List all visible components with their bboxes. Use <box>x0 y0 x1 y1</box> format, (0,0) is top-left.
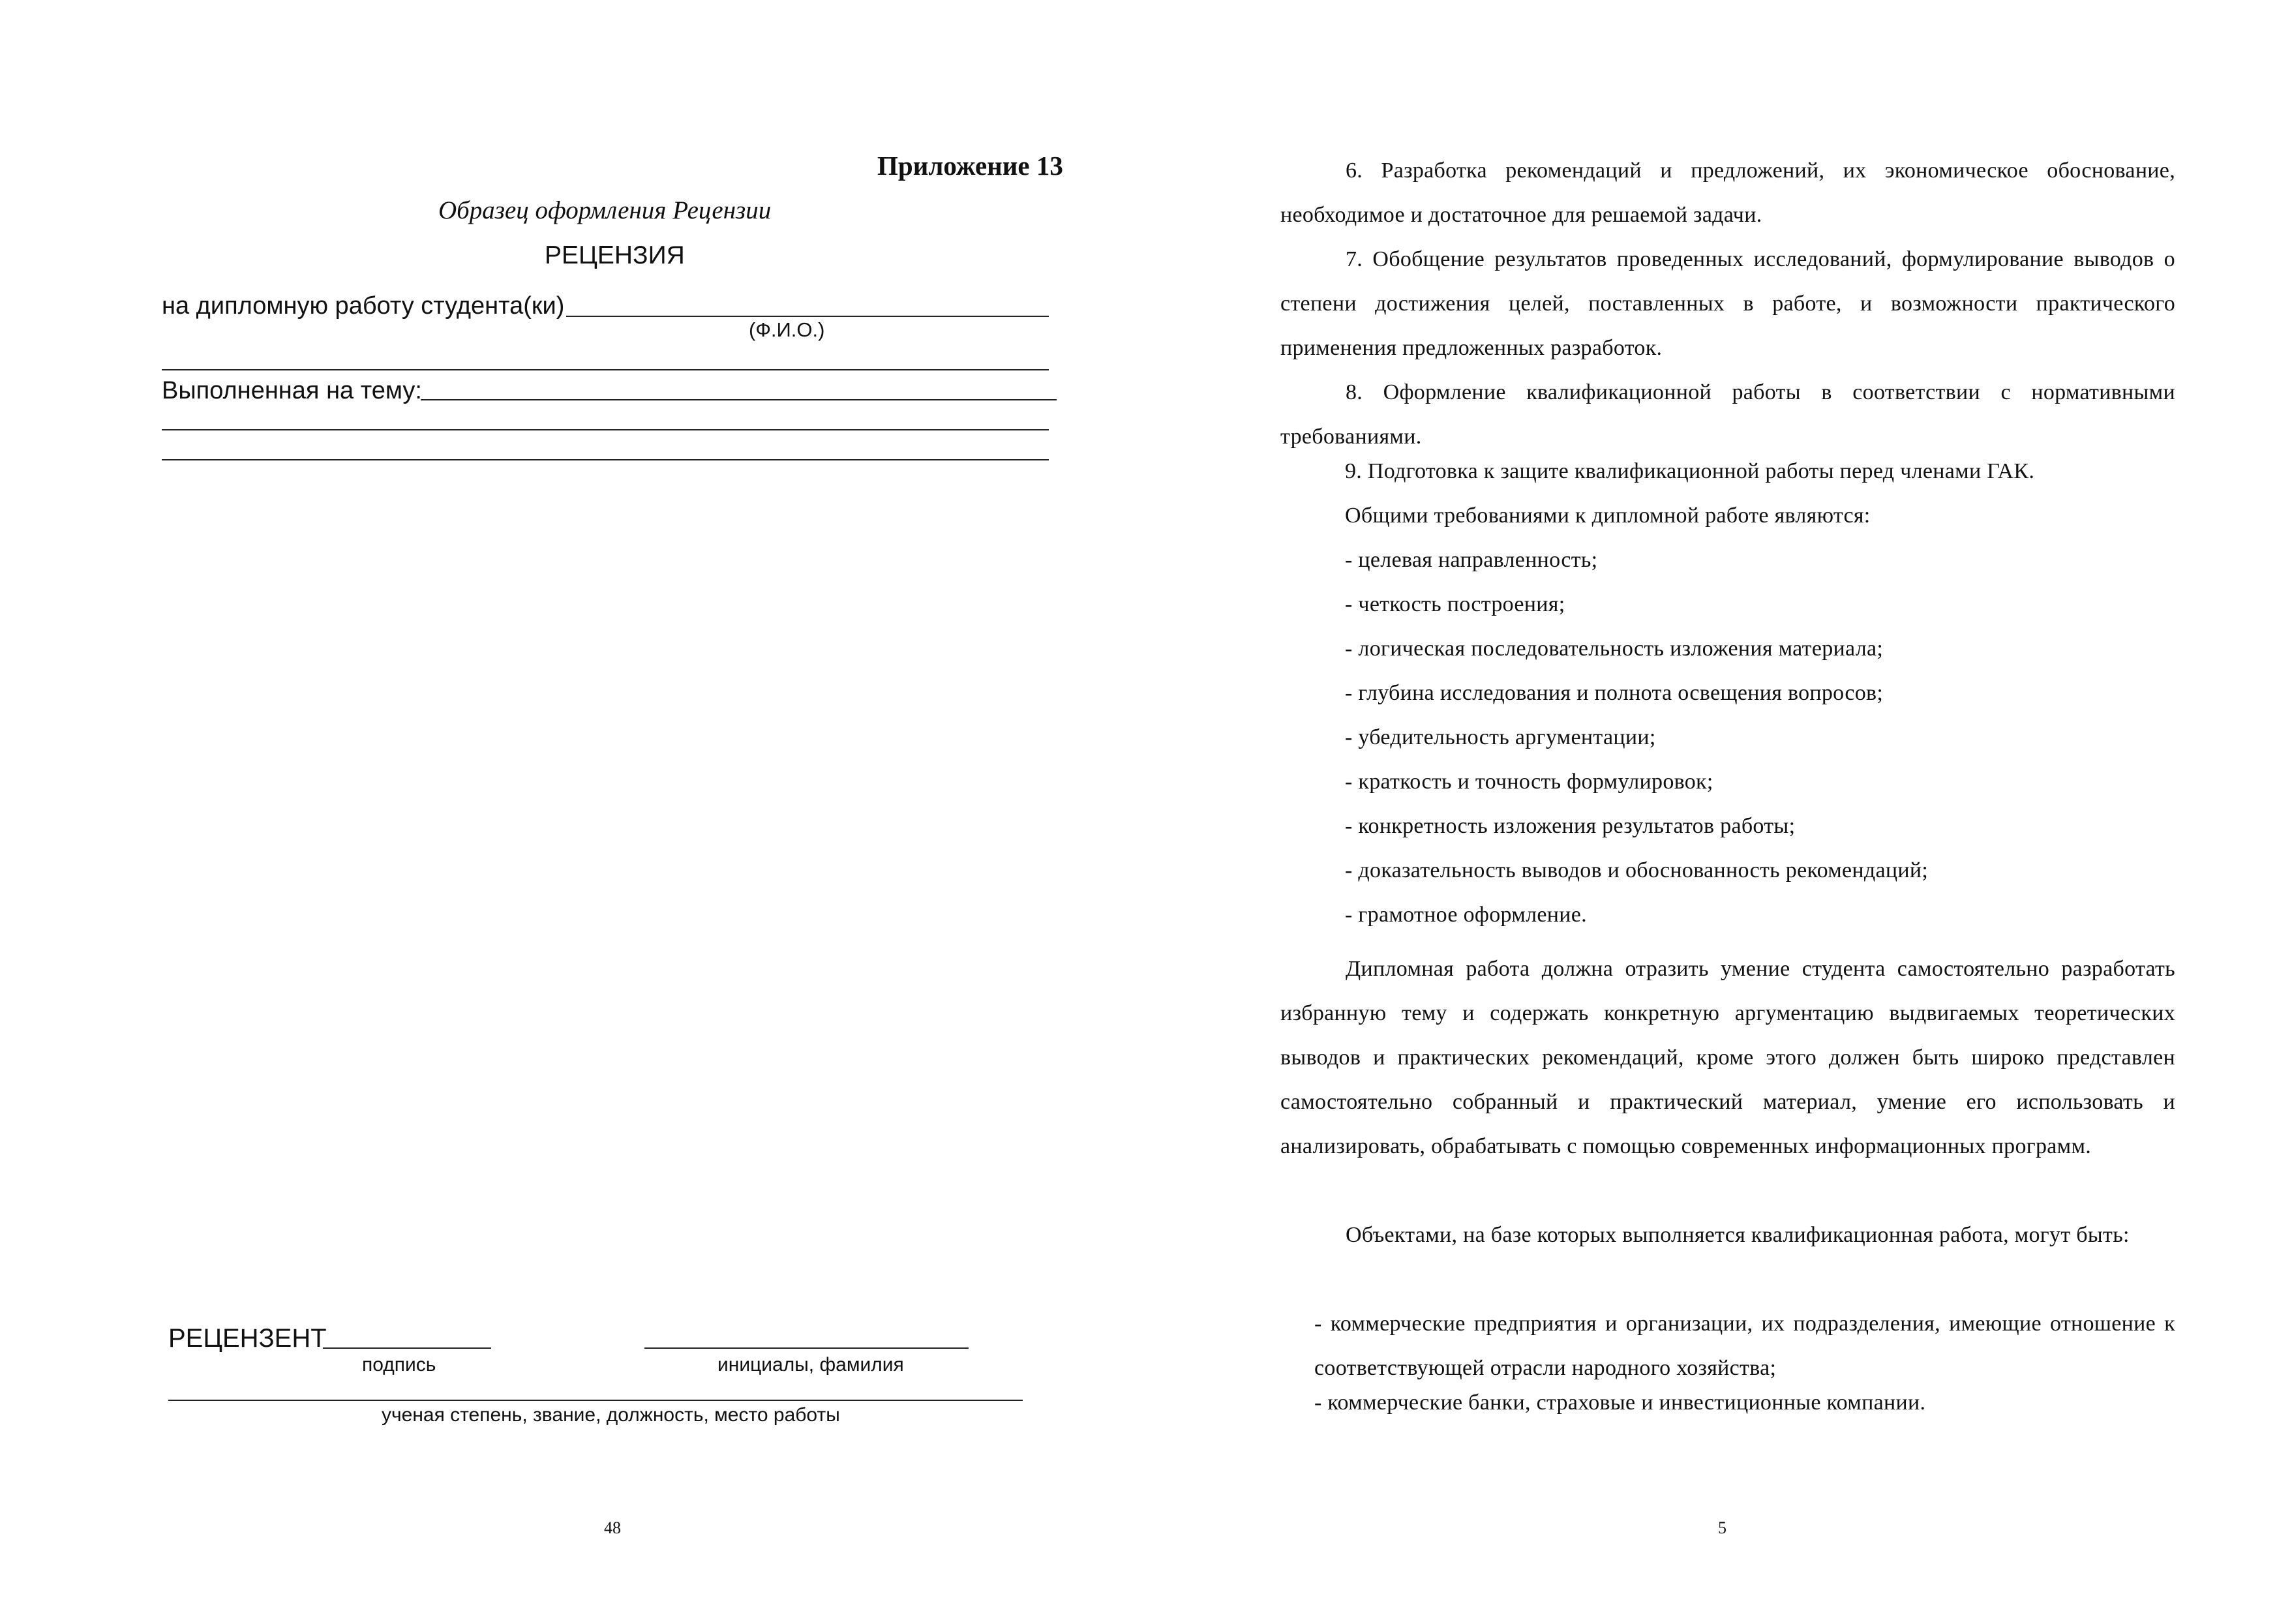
list-item: - логическая последовательность изложения материала; <box>1345 637 1884 661</box>
reviewer-label: РЕЦЕНЗЕНТ <box>168 1324 327 1353</box>
initials-field <box>644 1347 969 1349</box>
initials-caption: инициалы, фамилия <box>717 1354 904 1376</box>
review-title: РЕЦЕНЗИЯ <box>545 241 685 269</box>
paragraph-7: 7. Обобщение результатов проведенных исследований, формулирование выводов о степени достижения целей, поставленных в работе, и возможности практического применения предложенных разработок. <box>1280 247 2175 360</box>
signature-caption: подпись <box>362 1354 436 1376</box>
paragraph-9: 9. Подготовка к защите квалификационной работы перед членами ГАК. <box>1345 459 2035 483</box>
list-item: - глубина исследования и полнота освещения вопросов; <box>1345 681 1884 705</box>
topic-label: Выполненная на тему: <box>162 377 422 404</box>
form-subtitle: Образец оформления Рецензии <box>438 196 772 224</box>
topic-line-3 <box>162 459 1049 460</box>
paragraph-6: 6. Разработка рекомендаций и предложений, их экономическое обоснование, необходимое и достаточное для решаемой задачи. <box>1280 158 2175 227</box>
general-requirements-intro: Общими требованиями к дипломной работе являются: <box>1345 504 1871 528</box>
student-name-field <box>566 316 1049 317</box>
list-item: - краткость и точность формулировок; <box>1345 770 1713 794</box>
list-item: - убедительность аргументации; <box>1345 725 1656 749</box>
objects-item-2: - коммерческие банки, страховые и инвестиционные компании. <box>1314 1391 1926 1415</box>
degree-caption: ученая степень, звание, должность, место работы <box>382 1404 840 1426</box>
student-name-line-2 <box>162 369 1049 370</box>
objects-item-1: - коммерческие предприятия и организации, их подразделения, имеющие отношение к соответствующей отрасли народного хозяйства; <box>1314 1312 2175 1380</box>
topic-field <box>421 399 1057 400</box>
list-item: - целевая направленность; <box>1345 548 1598 572</box>
list-item: - грамотное оформление. <box>1345 903 1587 927</box>
degree-field <box>168 1400 1023 1401</box>
page-number-right: 5 <box>1718 1518 1727 1537</box>
signature-field <box>323 1347 491 1349</box>
list-item: - конкретность изложения результатов работы; <box>1345 814 1796 838</box>
diploma-paragraph: Дипломная работа должна отразить умение студента самостоятельно разработать избранную тему и содержать конкретную аргументацию выдвигаемых теоретических выводов и практических рекомендаций, кроме этого должен быть широко представлен самостоятельно собранный и практический материал, умение его использовать и анализировать, обрабатывать с помощью современных информационных программ. <box>1280 957 2175 1158</box>
student-line-label: на дипломную работу студента(ки) <box>162 292 565 320</box>
list-item: - четкость построения; <box>1345 592 1565 616</box>
list-item: - доказательность выводов и обоснованность рекомендаций; <box>1345 858 1929 882</box>
objects-paragraph: Объектами, на базе которых выполняется квалификационная работа, могут быть: <box>1346 1223 2130 1247</box>
fio-caption: (Ф.И.О.) <box>749 318 825 341</box>
paragraph-8: 8. Оформление квалификационной работы в соответствии с нормативными требованиями. <box>1280 380 2175 449</box>
topic-line-2 <box>162 429 1049 430</box>
appendix-label: Приложение 13 <box>877 151 1063 181</box>
page-number-left: 48 <box>604 1518 621 1537</box>
